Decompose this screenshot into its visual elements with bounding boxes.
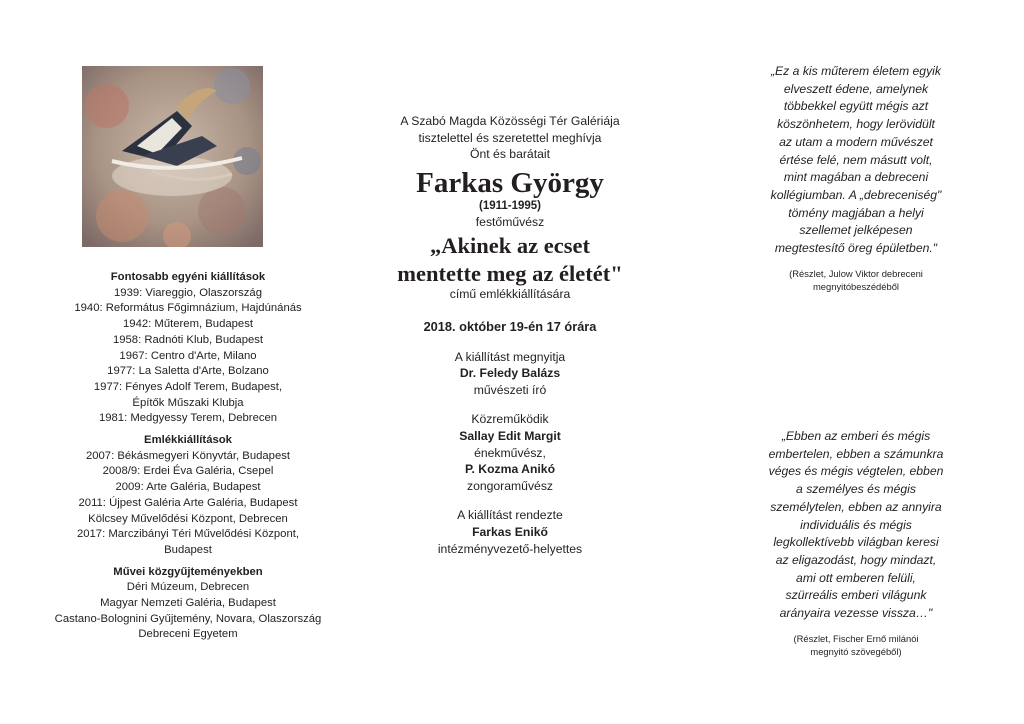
- list-item: 1981: Medgyessy Terem, Debrecen: [98, 412, 278, 425]
- painting-image: [82, 66, 263, 247]
- quote-line: véges és mégis végtelen, ebben: [768, 464, 944, 479]
- quote-line: értése felé, nem másutt volt,: [779, 152, 933, 167]
- quote-line: az utam a modern művészet: [779, 134, 933, 149]
- quote-line: többekkel együtt mégis azt: [783, 99, 929, 114]
- contributor-role: énekművész,: [474, 445, 546, 460]
- list-item: Kölcsey Művelődési Központ, Debrecen: [88, 512, 288, 525]
- curator-role: intézményvezető-helyettes: [437, 541, 583, 556]
- collections-heading: Művei közgyűjteményekben: [113, 565, 263, 578]
- quote-line: legkollektívebb világban keresi: [773, 535, 939, 550]
- artist-profession: festőművész: [475, 214, 545, 229]
- list-item: 1977: La Saletta d'Arte, Bolzano: [107, 365, 269, 378]
- quote-line: arányaira vezesse vissza…": [779, 606, 933, 621]
- list-item: Castano-Bolognini Gyűjtemény, Novara, Olaszország: [54, 612, 322, 625]
- quote-line: ami ott emberen felüli,: [796, 570, 916, 585]
- list-item: Magyar Nemzeti Galéria, Budapest: [100, 597, 276, 610]
- list-item: 1942: Műterem, Budapest: [123, 318, 253, 331]
- quote-line: embertelen, ebben a számunkra: [768, 446, 944, 461]
- intro-line: Önt és barátait: [470, 147, 550, 162]
- quote-block-1: [738, 63, 974, 294]
- invitation-text: [360, 113, 660, 557]
- list-item: 1940: Református Főgimnázium, Hajdúnánás: [74, 302, 302, 315]
- abstract-painting-icon: [82, 66, 263, 247]
- list-item: 1939: Viareggio, Olaszország: [114, 286, 262, 299]
- quote-line: szellemet jelképesen: [799, 223, 913, 238]
- event-date: 2018. október 19-én 17 órára: [423, 318, 597, 334]
- quote-line: az eligazodást, hogy mindazt,: [775, 552, 937, 567]
- quote-line: tömény magjában a helyi: [788, 205, 924, 220]
- contributor-name: P. Kozma Anikó: [464, 462, 556, 477]
- intro-line: A Szabó Magda Közösségi Tér Galériája: [400, 114, 620, 128]
- quote-text: [738, 428, 974, 623]
- quote-text: [738, 63, 974, 258]
- curator-name: Farkas Enikő: [472, 524, 548, 539]
- list-item: 1967: Centro d'Arte, Milano: [119, 349, 257, 362]
- opener-role: művészeti író: [473, 382, 547, 397]
- quote-line: „Ebben az emberi és mégis: [781, 429, 931, 443]
- quote-line: kollégiumban. A „debreceniség": [770, 187, 942, 202]
- list-item: Déri Múzeum, Debrecen: [126, 581, 250, 594]
- artist-years: (1911-1995): [478, 199, 542, 212]
- exhibition-title-line: „Akinek az ecset: [430, 233, 590, 259]
- list-item: 2017: Marczibányi Téri Művelődési Központ,: [76, 528, 300, 541]
- quote-line: „Ez a kis műterem életem egyik: [770, 64, 941, 78]
- quote-line: személytelen, ebben az annyira: [770, 499, 942, 514]
- list-item: 2007: Békásmegyeri Könyvtár, Budapest: [85, 449, 291, 462]
- source-line: megnyitóbeszédéből: [813, 281, 899, 293]
- solo-exhibitions-heading: Fontosabb egyéni kiállítások: [110, 271, 266, 283]
- intro-line: tisztelettel és szeretettel meghívja: [418, 130, 602, 145]
- quote-line: individuális és mégis: [800, 517, 912, 532]
- source-line: megnyitó szövegéből): [810, 646, 902, 658]
- quote-block-2: [738, 428, 974, 659]
- quote-line: mint magában a debreceni: [783, 170, 929, 185]
- quote-source: [738, 632, 974, 659]
- curator-label: A kiállítást rendezte: [457, 508, 563, 523]
- opener-name: Dr. Feledy Balázs: [459, 366, 561, 381]
- artist-name: Farkas György: [416, 166, 604, 199]
- list-item: 2011: Újpest Galéria Arte Galéria, Budapest: [78, 496, 298, 509]
- quote-source: [738, 267, 974, 294]
- exhibitions-list: [20, 270, 356, 643]
- quote-line: megtestesítő öreg épületben.": [774, 241, 938, 256]
- list-item: 1958: Radnóti Klub, Budapest: [112, 333, 264, 346]
- list-item: Építők Műszaki Klubja: [132, 396, 244, 409]
- source-line: (Részlet, Fischer Ernő milánói: [793, 632, 919, 644]
- contributors-label: Közreműködik: [471, 412, 549, 427]
- exhibition-title-line: mentette meg az életét": [397, 261, 623, 287]
- memorial-exhibitions-heading: Emlékkiállítások: [144, 434, 232, 447]
- list-item: 1977: Fényes Adolf Terem, Budapest,: [93, 380, 283, 393]
- list-item: Debreceni Egyetem: [138, 628, 238, 641]
- list-item: 2008/9: Erdei Éva Galéria, Csepel: [102, 465, 274, 478]
- contributor-role: zongoraművész: [466, 478, 554, 493]
- contributor-name: Sallay Edit Margit: [459, 428, 561, 443]
- quote-line: köszönhetem, hogy lerövidült: [777, 117, 935, 132]
- list-item: 2009: Arte Galéria, Budapest: [115, 481, 261, 494]
- opener-label: A kiállítást megnyitja: [454, 349, 566, 364]
- list-item: Budapest: [164, 543, 212, 556]
- quote-line: szürreális emberi világunk: [785, 588, 927, 603]
- source-line: (Részlet, Julow Viktor debreceni: [789, 267, 923, 279]
- quote-line: elveszett édene, amelynek: [783, 81, 929, 96]
- quote-line: a személyes és mégis: [796, 482, 916, 497]
- exhibition-subtitle: című emlékkiállítására: [449, 287, 571, 302]
